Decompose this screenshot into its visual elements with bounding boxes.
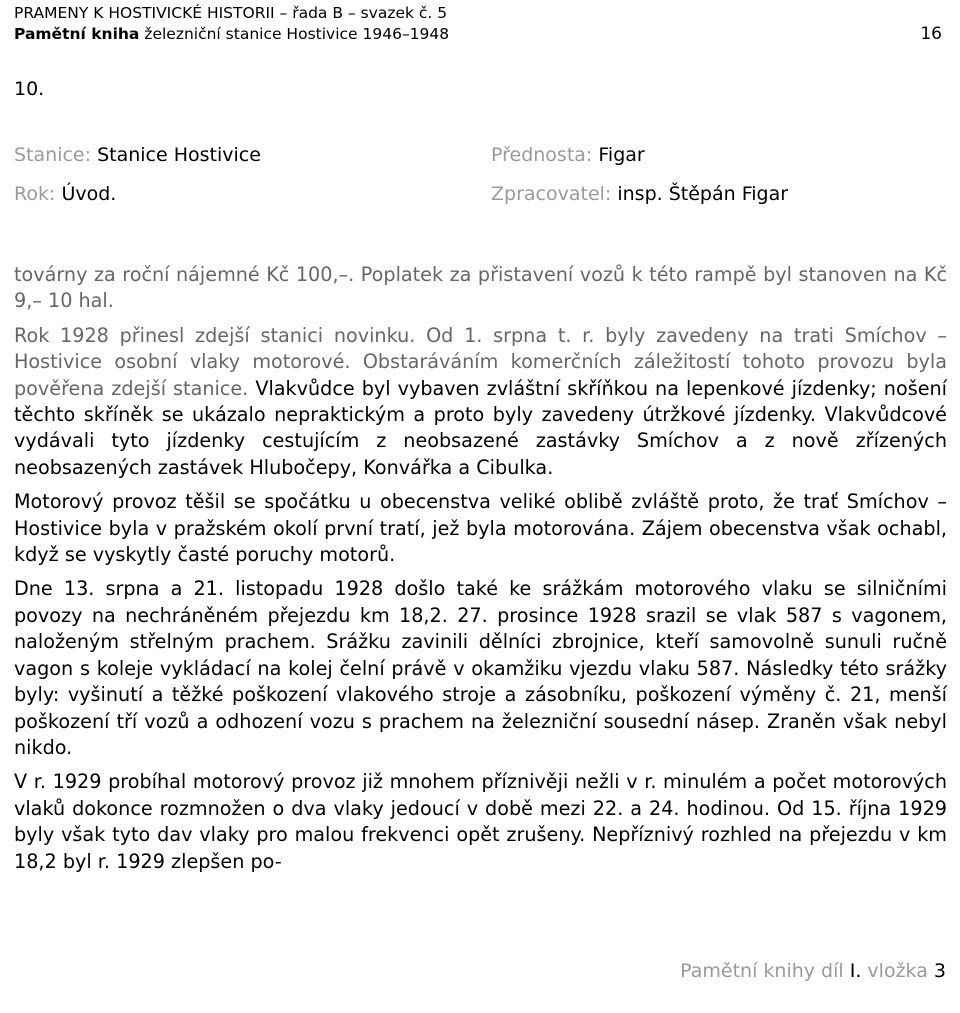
chief-field [491, 142, 645, 168]
chief-label: Přednosta: [491, 144, 593, 166]
year-label: Rok: [14, 183, 56, 205]
year-field [14, 181, 116, 207]
title-rest: železniční stanice Hostivice 1946–1948 [139, 25, 450, 43]
station-label: Stanice: [14, 144, 92, 166]
series-line: PRAMENY K HOSTIVICKÉ HISTORII – řada B – svazek č. 5 [14, 4, 448, 22]
paragraph-2-part-a: Rok 1928 přinesl zdejší stanici novinku. Od 1. srpna t. r. byly zavedeny na trati Smíchov – Hostivice osobní vlaky motorové. Obstaráváním komerčních záležitostí tohoto provozu byla pověřena zdejší stanice. [14, 323, 947, 400]
editor-field [491, 181, 788, 207]
editor-label: Zpracovatel: [491, 183, 612, 205]
chief-value: Figar [598, 144, 645, 166]
page-number: 16 [920, 24, 942, 44]
document-title [14, 24, 449, 45]
year-value: Úvod. [61, 183, 117, 205]
footer-number: 3 [933, 960, 946, 982]
paragraph-1: továrny za roční nájemné Kč 100,–. Poplatek za přistavení vozů k této rampě byl stanoven na Kč 9,– 10 hal. [14, 263, 947, 313]
station-value: Stanice Hostivice [97, 144, 261, 166]
page-footer [680, 960, 946, 982]
editor-value: insp. Štěpán Figar [617, 183, 789, 205]
footer-part: I. [849, 960, 862, 982]
station-field [14, 142, 261, 168]
paragraph-2-part-b: Vlakvůdce byl vybaven zvláštní skříňkou na lepenkové jízdenky; nošení těchto skříněk se ukázalo nepraktickým a proto byly zavedeny útržkové jízdenky. Vlakvůdcové vydávali tyto jízdenky cestujícím z neobsazené zastávky Smíchov a z nově zřízených neobsazených zastávek Hlubočepy, Konvářka a Cibulka. [14, 376, 947, 479]
paragraph-3: Motorový provoz těšil se spočátku u obecenstva veliké oblibě zvláště proto, že trať Smíchov – Hostivice byla v pražském okolí první tratí, jež byla motorována. Zájem obecenstva však ochabl, když se vyskytly časté poruchy motorů. [14, 490, 947, 567]
document-body [14, 262, 947, 883]
document-header [14, 3, 449, 45]
document-number: 10. [14, 78, 45, 100]
paragraph-5: V r. 1929 probíhal motorový provoz již mnohem příznivěji nežli v r. minulém a počet motorových vlaků dokonce rozmnožen o dva vlaky jedoucí v době mezi 22. a 24. hodinou. Od 15. října 1929 byly však tyto dav vlaky pro malou frekvenci opět zrušeny. Nepříznivý rozhled na přejezdu v km 18,2 byl r. 1929 zlepšen po- [14, 770, 947, 873]
title-bold: Pamětní kniha [14, 25, 140, 43]
paragraph-4: Dne 13. srpna a 21. listopadu 1928 došlo také ke srážkám motorového vlaku se silničními povozy na nechráněném přejezdu km 18,2. 27. prosince 1928 srazil se vlak 587 s vagonem, naloženým střelným prachem. Srážku zavinili dělníci zbrojnice, kteří samovolně sunuli ručně vagon s koleje vykládací na kolej čelní právě v okamžiku vjezdu vlaku 587. Následky této srážky byly: vyšinutí a těžké poškození vlakového stroje a zásobníku, poškození výměny č. 21, menší poškození tří vozů a odhození vozu s prachem na železniční sousední násep. Zraněn však nebyl nikdo. [14, 577, 947, 759]
paragraph-2 [14, 323, 947, 481]
footer-label-2: vložka [867, 960, 928, 982]
footer-label: Pamětní knihy díl [680, 960, 844, 982]
